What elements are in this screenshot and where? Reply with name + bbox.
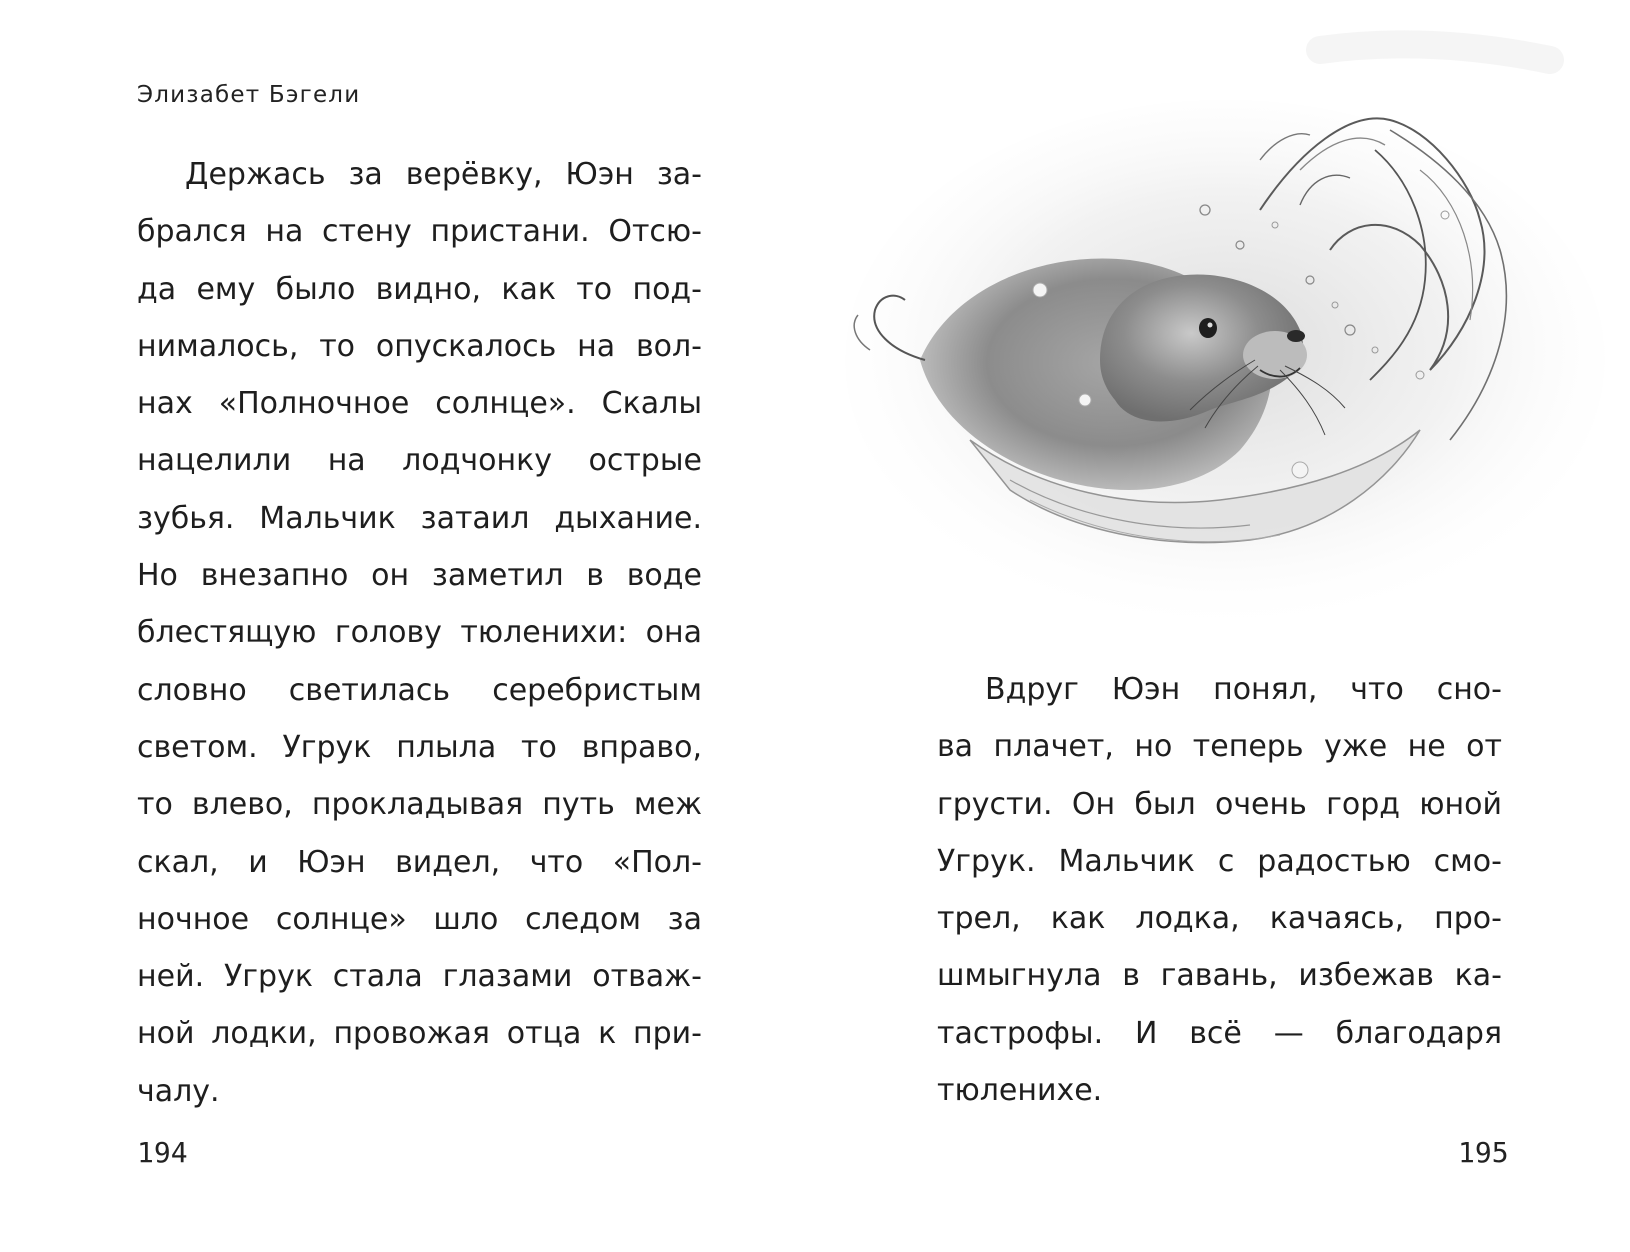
- text-line: тастрофы. И всё — благодаря: [937, 1015, 1502, 1051]
- running-head-author: Элизабет Бэгели: [137, 82, 361, 108]
- text-line: тюленихе.: [937, 1073, 1103, 1109]
- text-line: нах «Полночное солнце». Скалы: [137, 386, 702, 422]
- text-line: брался на стену пристани. Отсю-: [137, 214, 702, 250]
- seal-illustration: [830, 30, 1620, 650]
- text-line: нималось, то опускалось на вол-: [137, 328, 702, 364]
- text-line: да ему было видно, как то под-: [137, 271, 702, 307]
- text-line: Вдруг Юэн понял, что сно-: [985, 672, 1502, 707]
- text-line: то влево, прокладывая путь меж: [137, 787, 702, 823]
- text-line: нацелили на лодчонку острые: [137, 443, 702, 479]
- right-page-paragraph: [937, 661, 1502, 1119]
- text-line: ночное солнце» шло следом за: [137, 901, 702, 937]
- text-line: зубья. Мальчик затаил дыхание.: [137, 500, 702, 536]
- text-line: светом. Угрук плыла то вправо,: [137, 729, 702, 765]
- text-line: ной лодки, провожая отца к при-: [137, 1016, 702, 1052]
- page-number-right: 195: [1458, 1136, 1509, 1169]
- text-line: Держась за верёвку, Юэн за-: [185, 157, 702, 192]
- text-line: трел, как лодка, качаясь, про-: [937, 901, 1502, 937]
- text-line: грусти. Он был очень горд юной: [937, 786, 1502, 822]
- text-line: словно светилась серебристым: [137, 672, 702, 708]
- page-number-left: 194: [137, 1136, 188, 1169]
- text-line: ва плачет, но теперь уже не от: [937, 729, 1502, 765]
- left-page-paragraph: [137, 146, 702, 1120]
- text-line: скал, и Юэн видел, что «Пол-: [137, 844, 702, 880]
- text-line: чалу.: [137, 1073, 220, 1109]
- text-line: Угрук. Мальчик с радостью смо-: [937, 843, 1502, 879]
- text-line: блестящую голову тюленихи: она: [137, 615, 702, 651]
- text-line: ней. Угрук стала глазами отваж-: [137, 959, 702, 995]
- text-line: Но внезапно он заметил в воде: [137, 558, 702, 594]
- text-line: шмыгнула в гавань, избежав ка-: [937, 958, 1502, 994]
